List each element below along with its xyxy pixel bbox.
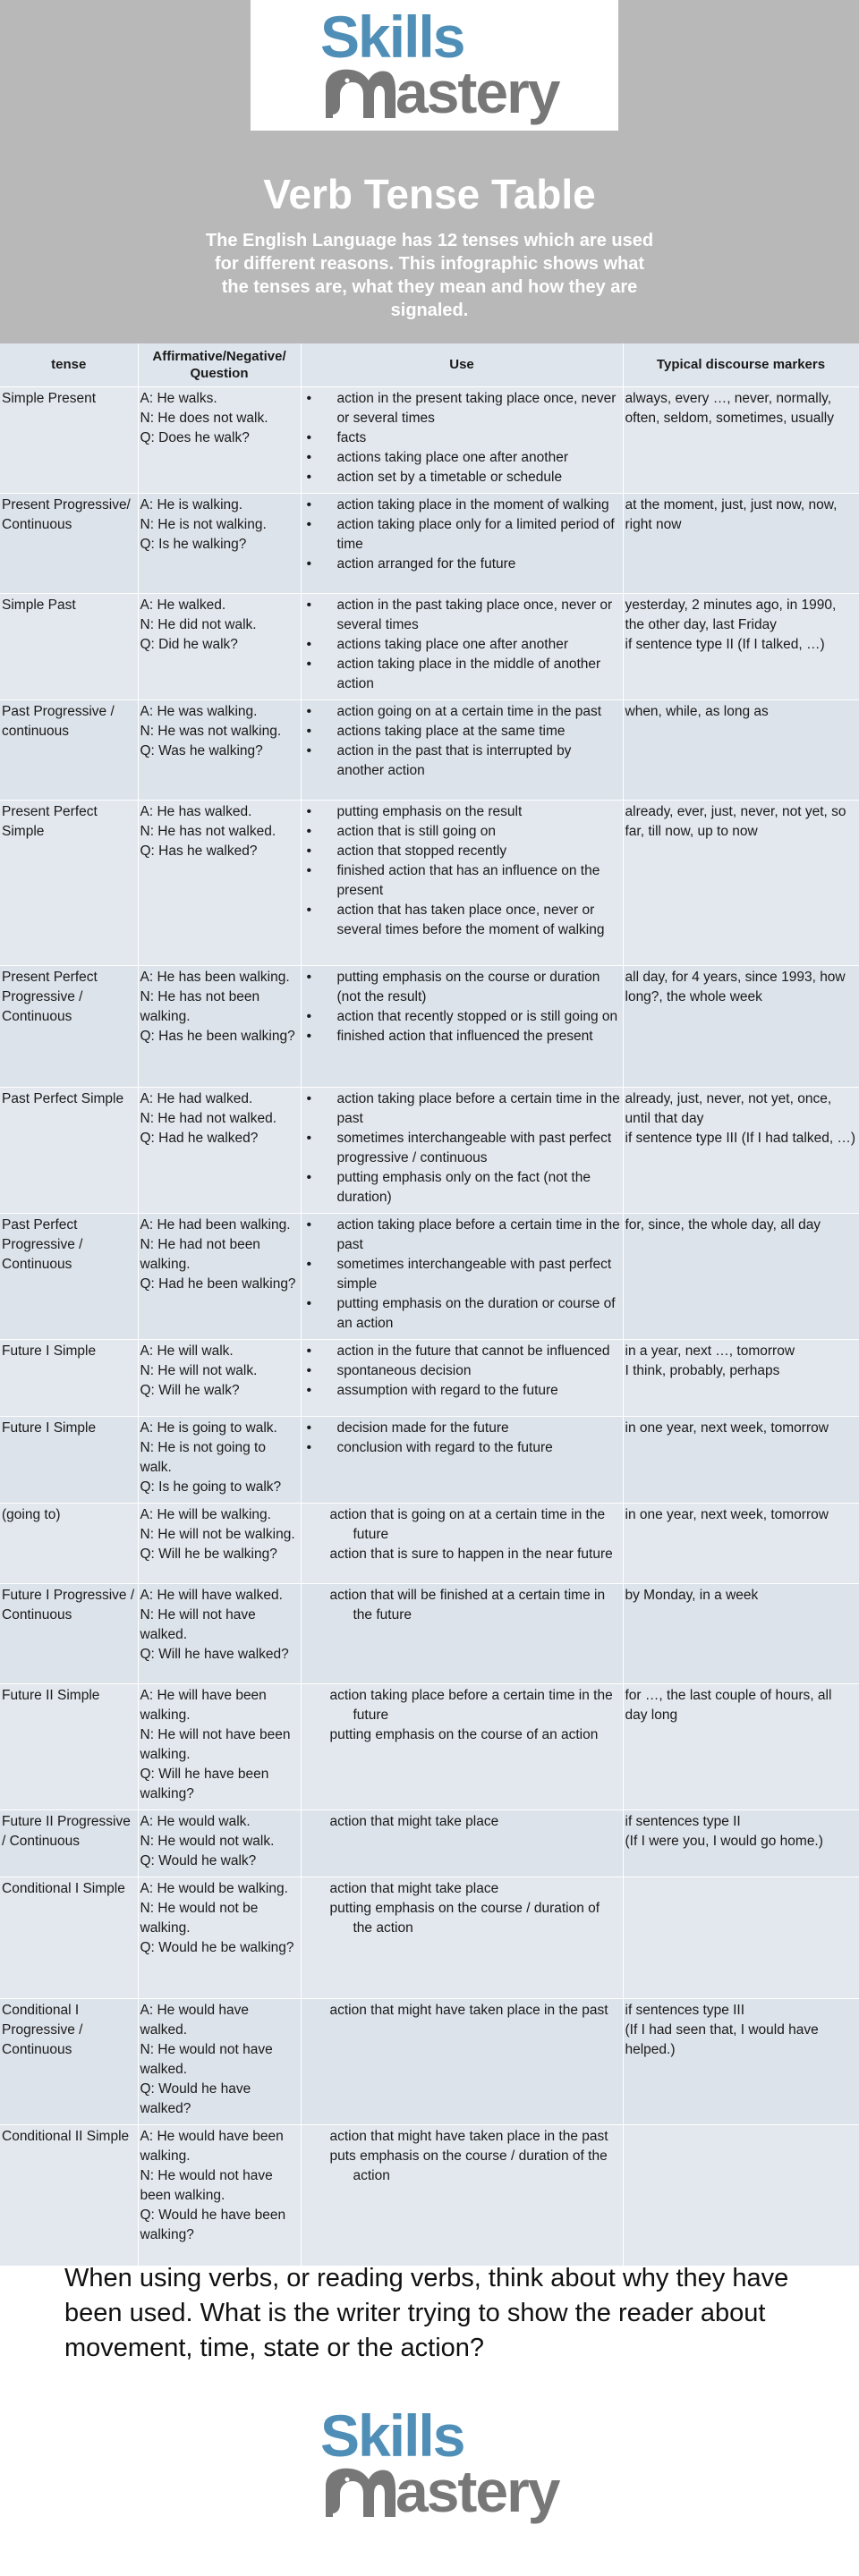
use-item: • action in the past that is interrupted by another action (303, 741, 621, 781)
skills-mastery-logo (251, 0, 618, 131)
form-example: A: He had walked. (140, 1090, 253, 1106)
discourse-markers (623, 1213, 859, 1339)
discourse-markers (623, 593, 859, 699)
form-example: Q: Was he walking? (140, 742, 263, 758)
form-example: Q: Has he been walking? (140, 1028, 295, 1044)
form-example: Q: Had he walked? (140, 1130, 259, 1146)
tense-name: Conditional I Progressive / Continuous (0, 1998, 138, 2124)
page-subtitle: The English Language has 12 tenses which are used for different reasons. This infographic shows what the tenses are, what they mean and how they are signaled. (205, 231, 654, 320)
use-list (303, 1879, 621, 1938)
use-item: • spontaneous decision (303, 1361, 621, 1381)
table-row (0, 1087, 859, 1213)
marker-line: when, while, as long as (625, 703, 769, 719)
form-example: A: He has walked. (140, 803, 252, 819)
use-item: • action arranged for the future (303, 555, 621, 574)
form-example: A: He would walk. (140, 1813, 251, 1829)
form-example: N: He had not been walking. (140, 1236, 260, 1272)
form-example: N: He is not going to walk. (140, 1439, 266, 1475)
use-list (303, 1586, 621, 1625)
discourse-markers (623, 1998, 859, 2124)
tense-name: Future II Progressive / Continuous (0, 1809, 138, 1877)
table-row (0, 699, 859, 800)
tense-uses (301, 2124, 623, 2266)
tense-name: Past Progressive / continuous (0, 699, 138, 800)
form-example: Q: Had he been walking? (140, 1275, 296, 1292)
tense-name: Present Perfect Progressive / Continuous (0, 965, 138, 1087)
logo-word-mastery (320, 59, 589, 127)
table-row (0, 1683, 859, 1809)
form-example: Q: Would he have been walking? (140, 2207, 286, 2242)
use-item: • action that recently stopped or is still going on (303, 1007, 621, 1027)
use-item: • actions taking place one after another (303, 635, 621, 655)
tense-uses (301, 1998, 623, 2124)
form-example: Q: Would he have walked? (140, 2080, 251, 2116)
verb-tense-table (0, 343, 859, 2267)
closing-note: When using verbs, or reading verbs, think about why they have been used. What is the writer trying to show the reader about movement, time, state or the action? (64, 2264, 789, 2362)
tense-uses (301, 593, 623, 699)
use-list (303, 2127, 621, 2186)
tense-forms (138, 2124, 301, 2266)
marker-line: always, every …, never, normally, often, seldom, sometimes, usually (625, 390, 834, 426)
form-example: A: He was walking. (140, 703, 258, 719)
table-row (0, 386, 859, 493)
use-item: • sometimes interchangeable with past perfect progressive / continuous (303, 1129, 621, 1168)
form-example: N: He is not walking. (140, 516, 267, 532)
marker-line: already, ever, just, never, not yet, so far, till now, up to now (625, 803, 846, 839)
tense-name: Future II Simple (0, 1683, 138, 1809)
form-example: N: He would not be walking. (140, 1900, 259, 1936)
table-row (0, 1809, 859, 1877)
marker-line: (If I had seen that, I would have helped.) (625, 2021, 819, 2057)
use-item: • action taking place before a certain time in the past (303, 1216, 621, 1255)
use-item: action that might have taken place in the past (329, 2002, 608, 2018)
form-example: N: He had not walked. (140, 1110, 277, 1126)
discourse-markers (623, 2124, 859, 2266)
form-example: Q: Is he going to walk? (140, 1479, 282, 1495)
table-row (0, 965, 859, 1087)
column-header-tense: tense (0, 343, 138, 386)
form-example: N: He will not be walking. (140, 1526, 295, 1542)
use-item: action that is sure to happen in the near future (329, 1546, 613, 1562)
tense-name: Conditional II Simple (0, 2124, 138, 2266)
use-item: • putting emphasis only on the fact (not the duration) (303, 1168, 621, 1208)
use-item: • finished action that influenced the present (303, 1027, 621, 1046)
use-list (303, 1419, 621, 1458)
form-example: N: He will not have been walking. (140, 1726, 291, 1762)
tense-forms (138, 1503, 301, 1583)
marker-line: all day, for 4 years, since 1993, how long?, the whole week (625, 969, 846, 1004)
discourse-markers (623, 1416, 859, 1503)
marker-line: (If I were you, I would go home.) (625, 1833, 823, 1849)
form-example: N: He would not have been walking. (140, 2167, 273, 2203)
form-example: Q: Would he walk? (140, 1852, 257, 1868)
use-item: • conclusion with regard to the future (303, 1438, 621, 1458)
tense-uses (301, 386, 623, 493)
form-example: N: He would not walk. (140, 1833, 275, 1849)
tense-forms (138, 1583, 301, 1683)
tense-forms (138, 1087, 301, 1213)
use-list (303, 496, 621, 574)
form-example: Q: Does he walk? (140, 429, 250, 445)
form-example: Q: Will he walk? (140, 1382, 240, 1398)
discourse-markers (623, 699, 859, 800)
page-title: Verb Tense Table (263, 171, 596, 217)
marker-line: in a year, next …, tomorrow (625, 1343, 795, 1359)
use-item: action that will be finished at a certain time in the future (329, 1587, 606, 1623)
form-example: A: He will walk. (140, 1343, 234, 1359)
tense-forms (138, 800, 301, 965)
marker-line: for, since, the whole day, all day (625, 1216, 821, 1233)
use-list (303, 1089, 621, 1208)
form-example: N: He has not walked. (140, 823, 276, 839)
form-example: A: He is walking. (140, 496, 243, 513)
form-example: A: He walks. (140, 390, 217, 406)
use-item: • action in the future that cannot be influenced (303, 1342, 621, 1361)
tense-name: Simple Past (0, 593, 138, 699)
column-header-forms: Affirmative/Negative/ Question (138, 343, 301, 386)
logo-word-mastery-rest: astery (395, 59, 559, 125)
marker-line: if sentences type III (625, 2002, 745, 2018)
column-header-use: Use (301, 343, 623, 386)
logo-panel (251, 0, 618, 131)
form-example: N: He will not have walked. (140, 1606, 256, 1642)
use-item: • action that stopped recently (303, 842, 621, 861)
use-item: • sometimes interchangeable with past perfect simple (303, 1255, 621, 1294)
table-row (0, 1213, 859, 1339)
form-example: N: He would not have walked. (140, 2041, 273, 2077)
use-item: action that might take place (329, 1813, 499, 1829)
tense-name: Future I Simple (0, 1339, 138, 1416)
use-list (303, 968, 621, 1046)
use-item: • action taking place only for a limited period of time (303, 515, 621, 555)
use-item: putting emphasis on the course / duration of the action (329, 1900, 600, 1936)
discourse-markers (623, 1583, 859, 1683)
discourse-markers (623, 493, 859, 593)
footer-logo-word-skills: Skills (320, 2402, 464, 2469)
tense-forms (138, 1998, 301, 2124)
use-item: puts emphasis on the course / duration of the action (329, 2148, 608, 2183)
tense-uses (301, 800, 623, 965)
form-example: A: He will be walking. (140, 1506, 271, 1522)
tense-uses (301, 1683, 623, 1809)
footer-logo-word-mastery (320, 2458, 589, 2526)
tense-forms (138, 493, 301, 593)
tense-uses (301, 1416, 623, 1503)
tense-uses (301, 1583, 623, 1683)
marker-line: if sentence type II (If I talked, …) (625, 636, 825, 652)
table-row (0, 493, 859, 593)
form-example: N: He did not walk. (140, 616, 257, 632)
tense-name: Simple Present (0, 386, 138, 493)
form-example: Q: Will he have been walking? (140, 1766, 269, 1801)
discourse-markers (623, 800, 859, 965)
tense-forms (138, 965, 301, 1087)
tense-name: Conditional I Simple (0, 1877, 138, 1998)
tense-uses (301, 965, 623, 1087)
tense-uses (301, 1877, 623, 1998)
discourse-markers (623, 386, 859, 493)
tense-name: (going to) (0, 1503, 138, 1583)
use-item: • putting emphasis on the course or duration (not the result) (303, 968, 621, 1007)
use-item: • putting emphasis on the result (303, 802, 621, 822)
use-item: • action that is still going on (303, 822, 621, 842)
use-item: • putting emphasis on the duration or course of an action (303, 1294, 621, 1334)
discourse-markers (623, 1683, 859, 1809)
form-example: A: He walked. (140, 597, 226, 613)
use-item: action that might have taken place in the past (329, 2128, 608, 2144)
elephant-m-icon (320, 64, 397, 125)
tense-forms (138, 1683, 301, 1809)
form-example: Q: Would he be walking? (140, 1939, 294, 1955)
use-list (303, 1686, 621, 1745)
form-example: N: He was not walking. (140, 723, 282, 739)
table-row (0, 1503, 859, 1583)
discourse-markers (623, 1339, 859, 1416)
use-item: putting emphasis on the course of an action (329, 1726, 599, 1742)
use-item: • action taking place before a certain time in the past (303, 1089, 621, 1129)
footer-logo-word-mastery-rest: astery (395, 2458, 559, 2524)
form-example: Q: Is he walking? (140, 536, 247, 552)
tense-name: Present Perfect Simple (0, 800, 138, 965)
use-item: • facts (303, 428, 621, 448)
use-list (303, 389, 621, 487)
use-list (303, 596, 621, 694)
column-header-markers: Typical discourse markers (623, 343, 859, 386)
use-item: • action in the past taking place once, never or several times (303, 596, 621, 635)
table-body (0, 386, 859, 2266)
marker-line: if sentences type II (625, 1813, 741, 1829)
form-example: Q: Will he have walked? (140, 1646, 289, 1662)
marker-line: yesterday, 2 minutes ago, in 1990, the other day, last Friday (625, 597, 837, 632)
footer-logo-panel (251, 2399, 618, 2529)
table-row (0, 1416, 859, 1503)
tense-uses (301, 1809, 623, 1877)
tense-forms (138, 593, 301, 699)
use-list (303, 1342, 621, 1401)
form-example: A: He has been walking. (140, 969, 290, 985)
form-example: A: He would have been walking. (140, 2128, 284, 2164)
use-list (303, 802, 621, 940)
elephant-m-icon (320, 2463, 397, 2524)
tense-name: Past Perfect Progressive / Continuous (0, 1213, 138, 1339)
use-list (303, 2001, 621, 2021)
form-example: Q: Did he walk? (140, 636, 238, 652)
use-item: action taking place before a certain time in the future (329, 1687, 613, 1723)
marker-line: at the moment, just, just now, now, right now (625, 496, 838, 532)
marker-line: I think, probably, perhaps (625, 1362, 780, 1378)
form-example: A: He had been walking. (140, 1216, 291, 1233)
use-item: • action taking place in the moment of walking (303, 496, 621, 515)
use-item: • action that has taken place once, never or several times before the moment of walking (303, 901, 621, 940)
table-row (0, 1339, 859, 1416)
marker-line: for …, the last couple of hours, all day long (625, 1687, 832, 1723)
tense-uses (301, 1503, 623, 1583)
form-example: N: He does not walk. (140, 410, 268, 426)
table-row (0, 593, 859, 699)
marker-line: by Monday, in a week (625, 1587, 759, 1603)
skills-mastery-footer-logo (251, 2399, 618, 2529)
tense-forms (138, 1416, 301, 1503)
use-item: • assumption with regard to the future (303, 1381, 621, 1401)
tense-name: Past Perfect Simple (0, 1087, 138, 1213)
marker-line: in one year, next week, tomorrow (625, 1419, 829, 1436)
tense-uses (301, 493, 623, 593)
tense-forms (138, 386, 301, 493)
tense-forms (138, 1809, 301, 1877)
tense-name: Present Progressive/ Continuous (0, 493, 138, 593)
discourse-markers (623, 1809, 859, 1877)
discourse-markers (623, 1503, 859, 1583)
table-row (0, 1998, 859, 2124)
tense-uses (301, 699, 623, 800)
discourse-markers (623, 1877, 859, 1998)
use-item: • actions taking place one after another (303, 448, 621, 468)
tense-uses (301, 1213, 623, 1339)
use-item: • action in the present taking place once, never or several times (303, 389, 621, 428)
discourse-markers (623, 965, 859, 1087)
tense-name: Future I Progressive / Continuous (0, 1583, 138, 1683)
use-item: • action going on at a certain time in the past (303, 702, 621, 722)
logo-word-skills: Skills (320, 4, 464, 70)
marker-line: already, just, never, not yet, once, until that day (625, 1090, 832, 1126)
form-example: A: He would have walked. (140, 2002, 249, 2038)
form-example: Q: Will he be walking? (140, 1546, 277, 1562)
marker-line: if sentence type III (If I had talked, …) (625, 1130, 856, 1146)
table-row (0, 2124, 859, 2266)
form-example: N: He has not been walking. (140, 988, 260, 1024)
table-header-row (0, 343, 859, 386)
tense-forms (138, 699, 301, 800)
form-example: A: He is going to walk. (140, 1419, 277, 1436)
use-item: • action set by a timetable or schedule (303, 468, 621, 487)
tense-name: Future I Simple (0, 1416, 138, 1503)
tense-forms (138, 1213, 301, 1339)
discourse-markers (623, 1087, 859, 1213)
form-example: Q: Has he walked? (140, 843, 258, 859)
use-item: • action taking place in the middle of another action (303, 655, 621, 694)
table-row (0, 800, 859, 965)
form-example: A: He will have walked. (140, 1587, 283, 1603)
use-list (303, 1505, 621, 1564)
use-list (303, 1812, 621, 1832)
use-item: • actions taking place at the same time (303, 722, 621, 741)
tense-uses (301, 1087, 623, 1213)
marker-line: in one year, next week, tomorrow (625, 1506, 829, 1522)
use-list (303, 1216, 621, 1334)
tense-forms (138, 1877, 301, 1998)
use-item: • finished action that has an influence on the present (303, 861, 621, 901)
tense-uses (301, 1339, 623, 1416)
header-banner (0, 0, 859, 343)
use-list (303, 702, 621, 781)
table-row (0, 1877, 859, 1998)
tense-forms (138, 1339, 301, 1416)
use-item: action that might take place (329, 1880, 499, 1896)
form-example: A: He will have been walking. (140, 1687, 267, 1723)
form-example: A: He would be walking. (140, 1880, 288, 1896)
form-example: N: He will not walk. (140, 1362, 258, 1378)
table-row (0, 1583, 859, 1683)
use-item: • decision made for the future (303, 1419, 621, 1438)
use-item: action that is going on at a certain time in the future (329, 1506, 606, 1542)
